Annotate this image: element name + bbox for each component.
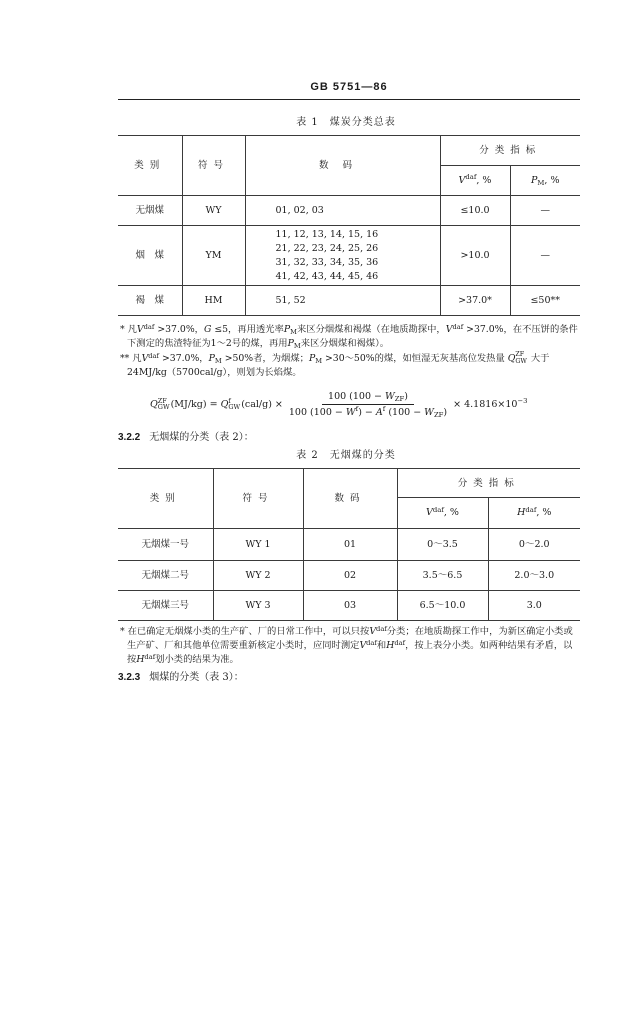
col-header-symbol: 符号 — [213, 469, 303, 529]
code-line: 21, 22, 23, 24, 25, 26 — [275, 242, 379, 254]
formula-fraction — [289, 391, 447, 418]
formula-rhs — [453, 399, 527, 410]
coal-classification-table — [118, 135, 580, 316]
text-run: 大于24MJ/kg（5700cal/g），则划为长焰煤。 — [127, 353, 550, 378]
col-header-code: 数码 — [245, 136, 440, 196]
section-text: 无烟煤的分类（表 2）： — [149, 432, 254, 443]
subscript: M — [315, 357, 323, 365]
section-number: 3.2.3 — [118, 672, 141, 683]
code-line: 41, 42, 43, 44, 45, 46 — [275, 270, 379, 282]
cell-pm: ≤50** — [510, 286, 580, 316]
math-symbol: W — [345, 406, 356, 418]
cell-category: 烟 煤 — [118, 226, 182, 286]
vdaf-unit: , % — [443, 507, 459, 518]
col-header-index: 分类指标 — [440, 136, 580, 166]
subscript: M — [290, 328, 297, 336]
math-symbol: W — [424, 406, 434, 418]
superscript: daf — [143, 323, 155, 331]
subscript: ZF — [394, 394, 405, 403]
math-symbol: V — [445, 324, 453, 335]
sub-superscript — [158, 398, 170, 411]
cell-category: 无烟煤一号 — [118, 529, 213, 561]
subscript: M — [214, 357, 222, 365]
cell-code: 01 — [303, 529, 397, 561]
math-symbol: G — [203, 324, 212, 335]
vdaf-superscript: daf — [432, 505, 444, 514]
text-run: ，按上表分小类。如两种结果有矛盾，以按 — [127, 640, 573, 665]
pm-symbol: P — [531, 174, 538, 186]
math-symbol: H — [386, 640, 395, 651]
cell-category: 无烟煤三号 — [118, 591, 213, 621]
table-row — [118, 286, 580, 316]
code-line: 51, 52 — [275, 294, 306, 306]
cell-code: 02 — [303, 561, 397, 591]
superscript: daf — [394, 639, 406, 647]
cell-hdaf: 2.0～3.0 — [488, 561, 580, 591]
superscript: daf — [148, 352, 160, 360]
text-run: >37.0%， — [154, 324, 204, 335]
superscript: daf — [452, 323, 464, 331]
vdaf-superscript: daf — [465, 173, 477, 182]
cell-category: 褐 煤 — [118, 286, 182, 316]
cell-symbol: YM — [182, 226, 245, 286]
superscript: f — [228, 396, 231, 405]
col-header-category: 类别 — [118, 136, 182, 196]
sub-superscript — [515, 352, 527, 365]
text-run: * 在已确定无烟煤小类的生产矿、厂的日常工作中，可以只按 — [120, 626, 370, 637]
text-run: ** 凡 — [120, 353, 142, 364]
table1-header-row — [118, 136, 580, 166]
code-line: 01, 02, 03 — [275, 204, 324, 216]
math-symbol: V — [369, 626, 377, 637]
table1-title: 表 1 煤炭分类总表 — [296, 117, 396, 128]
standard-code-header: GB 5751—86 — [310, 81, 388, 93]
col-header-hdaf — [488, 498, 580, 529]
text-run: >30～50%的煤，如恒湿无灰基高位发热量 — [322, 353, 508, 364]
superscript: −3 — [517, 397, 528, 406]
text-run: ) — [404, 390, 408, 402]
math-symbol: P — [283, 324, 291, 335]
cell-symbol: HM — [182, 286, 245, 316]
table-row — [118, 196, 580, 226]
hdaf-unit: , % — [536, 507, 552, 518]
section-text: 烟煤的分类（表 3）： — [149, 672, 244, 683]
math-symbol: P — [208, 353, 215, 364]
col-header-pm — [510, 166, 580, 196]
cell-code: 03 — [303, 591, 397, 621]
text-run: >37.0%， — [159, 353, 209, 364]
math-symbol: Q — [150, 398, 158, 410]
table-row — [118, 529, 580, 561]
text-run: ≤5，再用透光率 — [211, 324, 284, 335]
table2-title: 表 2 无烟煤的分类 — [296, 450, 396, 461]
table-row — [118, 226, 580, 286]
math-symbol: H — [136, 654, 145, 665]
text-run: (cal/g) × — [241, 398, 283, 410]
table-row — [118, 591, 580, 621]
vdaf-symbol: V — [458, 174, 466, 186]
anthracite-classification-table — [118, 468, 580, 621]
subscript: ZF — [433, 410, 444, 419]
text-run: 和 — [376, 640, 387, 651]
subscript: M — [293, 342, 301, 350]
section-number: 3.2.2 — [118, 432, 141, 443]
cell-category: 无烟煤 — [118, 196, 182, 226]
text-run: × 4.1816×10 — [453, 398, 518, 410]
math-symbol: V — [141, 353, 149, 364]
cell-pm: — — [510, 196, 580, 226]
superscript: f — [355, 405, 359, 414]
math-symbol: V — [136, 324, 144, 335]
section-heading-3-2-2 — [118, 431, 254, 444]
math-symbol: V — [359, 640, 367, 651]
text-run: 来区分烟煤和褐煤）。 — [300, 338, 390, 349]
cell-vdaf: >10.0 — [440, 226, 510, 286]
math-symbol: W — [385, 390, 395, 402]
cell-codes — [245, 286, 440, 316]
math-symbol: P — [308, 353, 316, 364]
cell-vdaf: >37.0* — [440, 286, 510, 316]
text-run: 来区分烟煤和褐煤（在地质勘探中， — [296, 324, 446, 335]
col-header-code: 数码 — [303, 469, 397, 529]
subscript: GW — [515, 357, 527, 365]
text-run: ) − — [358, 406, 376, 418]
text-run: 分类；在地质勘探工作中，为新区确定小类或生产矿、厂和其他单位需要重新核定小类时，应同时测定 — [127, 626, 573, 651]
superscript: ZF — [157, 396, 167, 405]
table2-footnote — [118, 625, 580, 667]
cell-symbol: WY — [182, 196, 245, 226]
cell-vdaf: 6.5～10.0 — [397, 591, 488, 621]
superscript: daf — [366, 639, 377, 647]
text-run: ) — [443, 406, 448, 418]
text-run: 100 (100 − — [288, 406, 346, 418]
cell-hdaf: 0～2.0 — [488, 529, 580, 561]
superscript: f — [382, 405, 386, 414]
math-symbol: Q — [220, 398, 229, 410]
pm-subscript: M — [537, 178, 545, 187]
cell-symbol: WY 2 — [213, 561, 303, 591]
formula-numerator — [322, 391, 414, 405]
hdaf-superscript: daf — [525, 505, 537, 514]
pm-unit: , % — [544, 174, 560, 186]
text-run: 100 (100 − — [328, 390, 386, 402]
cell-codes — [245, 226, 440, 286]
cell-symbol: WY 1 — [213, 529, 303, 561]
sub-superscript — [228, 398, 240, 411]
cell-category: 无烟煤二号 — [118, 561, 213, 591]
cell-hdaf: 3.0 — [488, 591, 580, 621]
col-header-index: 分类指标 — [397, 469, 580, 498]
hdaf-symbol: H — [517, 507, 526, 518]
cell-codes — [245, 196, 440, 226]
text-run: >50%者，为烟煤； — [221, 353, 309, 364]
text-run: >37.0%，在不压饼的条件下测定的焦渣特征为1～2号的煤，再用 — [127, 324, 578, 349]
subscript: GW — [228, 403, 241, 411]
cell-vdaf: 3.5～6.5 — [397, 561, 488, 591]
formula-lhs — [150, 398, 283, 411]
superscript: daf — [376, 625, 387, 633]
superscript: ZF — [515, 351, 525, 359]
calorific-value-formula — [150, 388, 570, 420]
text-run: (MJ/kg) = — [170, 398, 221, 410]
code-line: 11, 12, 13, 14, 15, 16 — [275, 228, 379, 240]
cell-vdaf: 0～3.5 — [397, 529, 488, 561]
section-heading-3-2-3 — [118, 671, 244, 684]
cell-vdaf: ≤10.0 — [440, 196, 510, 226]
table2-header-row — [118, 469, 580, 498]
cell-symbol: WY 3 — [213, 591, 303, 621]
header-rule — [118, 99, 580, 100]
table-row — [118, 561, 580, 591]
col-header-vdaf — [397, 498, 488, 529]
subscript: GW — [157, 403, 170, 411]
text-run: (100 − — [385, 406, 425, 418]
math-symbol: Q — [507, 353, 516, 364]
superscript: daf — [144, 653, 156, 661]
text-run: * 凡 — [120, 324, 137, 335]
table1-footnote-2 — [118, 352, 580, 380]
cell-pm: — — [510, 226, 580, 286]
formula-denominator — [289, 405, 447, 418]
math-symbol: P — [287, 338, 294, 349]
col-header-vdaf — [440, 166, 510, 196]
col-header-symbol: 符号 — [182, 136, 245, 196]
vdaf-symbol: V — [426, 507, 433, 518]
math-symbol: A — [375, 406, 383, 418]
col-header-category: 类别 — [118, 469, 213, 529]
text-run: 划小类的结果为准。 — [155, 654, 239, 665]
code-line: 31, 32, 33, 34, 35, 36 — [275, 256, 379, 268]
table1-footnote-1 — [118, 323, 580, 351]
vdaf-unit: , % — [476, 174, 492, 186]
